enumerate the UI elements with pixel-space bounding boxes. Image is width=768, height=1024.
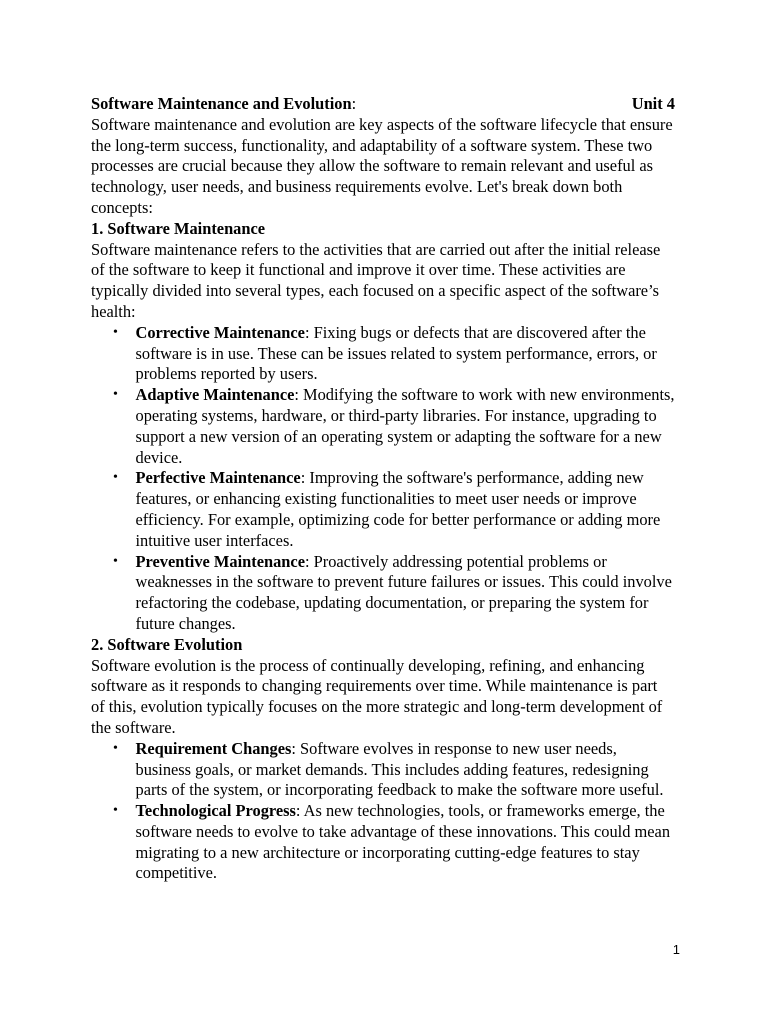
item-text: : Improving the software's performance, adding new features, or enhancing existing functionalities to meet user needs or improve efficiency. For example, optimizing code for better performance or adding more intuitive user interfaces. <box>135 468 661 550</box>
title-colon: : <box>351 94 357 113</box>
evolution-drivers-list <box>91 739 675 885</box>
document-header <box>91 94 675 115</box>
item-term: Technological Progress <box>135 801 296 821</box>
list-item-preventive <box>91 552 675 635</box>
item-term: Requirement Changes <box>135 738 292 758</box>
list-item-perfective <box>91 468 675 551</box>
item-term: Corrective Maintenance <box>135 322 305 342</box>
bullet-icon: • <box>113 803 118 819</box>
item-term: Preventive Maintenance <box>135 551 305 571</box>
bullet-icon: • <box>113 553 118 569</box>
bullet-icon: • <box>113 324 118 340</box>
list-item-adaptive <box>91 385 675 468</box>
list-item-corrective <box>91 323 675 385</box>
intro-paragraph: Software maintenance and evolution are key aspects of the software lifecycle that ensure the long-term success, functionality, and adaptability of a software system. These two processes are crucial because they allow the software to remain relevant and useful as technology, user needs, and business requirements evolve. Let's break down both concepts: <box>91 114 673 217</box>
item-text: : As new technologies, tools, or frameworks emerge, the software needs to evolve to take advantage of these innovations. This could mean migrating to a new architecture or incorporating cutting-edge features to stay competitive. <box>135 801 671 883</box>
list-item-requirement-changes <box>91 739 675 801</box>
bullet-icon: • <box>113 740 118 756</box>
bullet-icon: • <box>113 470 118 486</box>
maintenance-types-list <box>91 323 675 635</box>
document-title: Software Maintenance and Evolution <box>91 94 352 113</box>
document-page <box>91 94 675 884</box>
section-1-body: Software maintenance refers to the activities that are carried out after the initial release of the software to keep it functional and improve it over time. These activities are typically divided into several types, each focused on a specific aspect of the software’s health: <box>91 239 661 321</box>
item-text: : Software evolves in response to new user needs, business goals, or market demands. This includes adding features, redesigning parts of the system, or incorporating feedback to make the software more useful. <box>135 738 664 800</box>
page-number: 1 <box>672 942 680 957</box>
item-text: : Modifying the software to work with new environments, operating systems, hardware, or third-party libraries. For instance, upgrading to support a new version of an operating system or adapting the software for a new device. <box>135 385 675 467</box>
item-text: : Proactively addressing potential problems or weaknesses in the software to prevent future failures or issues. This could involve refactoring the codebase, updating documentation, or preparing the system for future changes. <box>135 551 672 633</box>
item-text: : Fixing bugs or defects that are discovered after the software is in use. These can be issues related to system performance, errors, or problems reported by users. <box>135 322 657 384</box>
section-2-heading: 2. Software Evolution <box>91 634 243 654</box>
section-1-heading: 1. Software Maintenance <box>91 218 266 238</box>
item-term: Adaptive Maintenance <box>135 385 295 405</box>
bullet-icon: • <box>113 387 118 403</box>
list-item-technological-progress <box>91 801 675 884</box>
item-term: Perfective Maintenance <box>135 468 301 488</box>
section-2-body: Software evolution is the process of continually developing, refining, and enhancing software as it responds to changing requirements over time. While maintenance is part of this, evolution typically focuses on the more strategic and long-term development of the software. <box>91 655 663 737</box>
document-title-group <box>91 94 356 115</box>
unit-label: Unit 4 <box>631 94 675 113</box>
